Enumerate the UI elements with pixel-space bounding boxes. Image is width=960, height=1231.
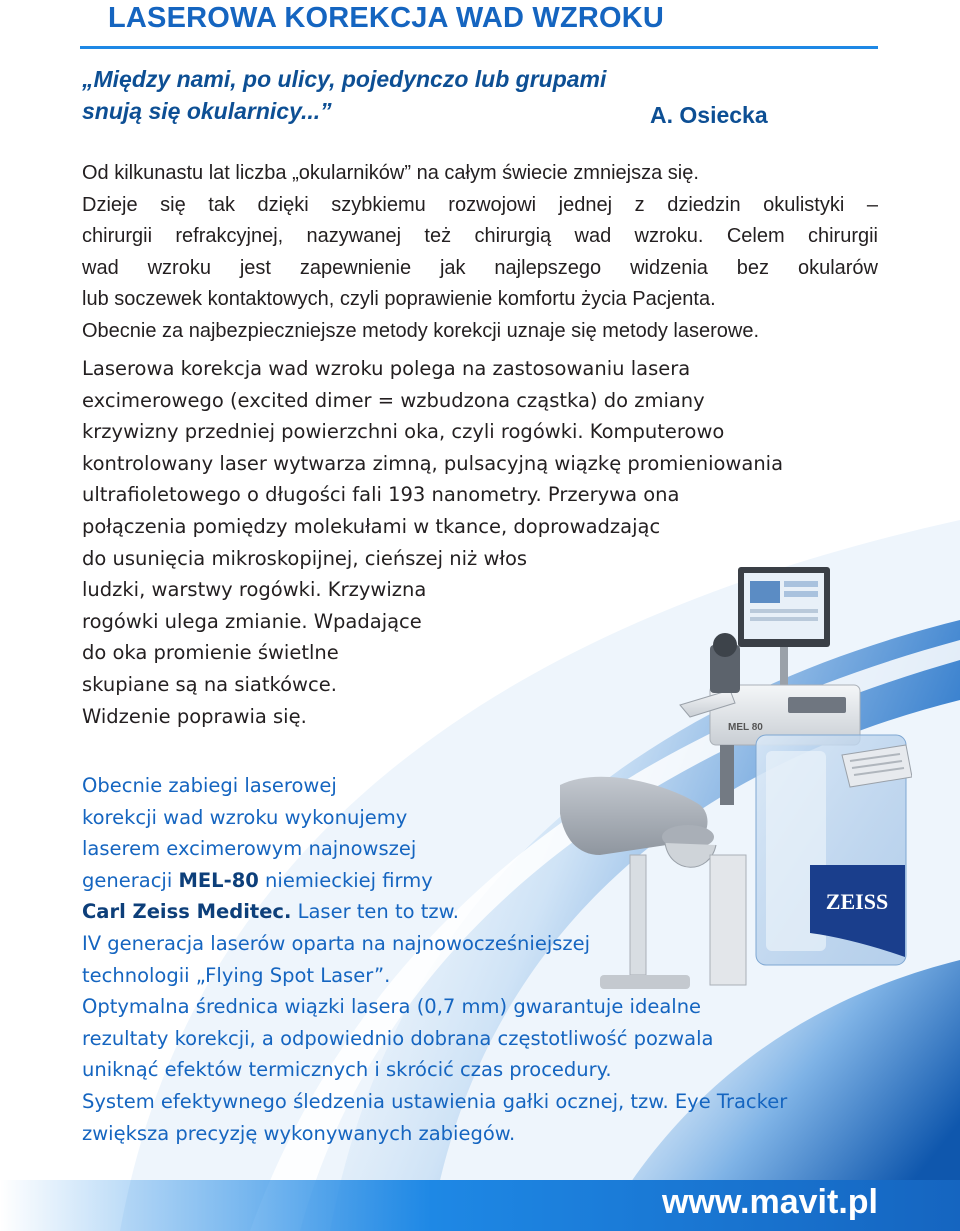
text-line: korekcji wad wzroku wykonujemy	[82, 805, 408, 829]
text-line: Optymalna średnica wiązki lasera (0,7 mm) gwarantuje idealne	[82, 995, 702, 1019]
epigraph-quote	[82, 63, 606, 127]
text-line: uniknąć efektów termicznych i skrócić czas procedury.	[82, 1058, 612, 1082]
manufacturer-name: Carl Zeiss Meditec.	[82, 900, 292, 924]
text-line: chirurgii refrakcyjnej, nazywanej też chirurgią wad wzroku. Celem chirurgii	[82, 225, 878, 248]
text-line: rezultaty korekcji, a odpowiednio dobrana częstotliwość pozwala	[82, 1026, 714, 1050]
laser-info-paragraph	[82, 770, 787, 1149]
text-line: wad wzroku jest zapewnienie jak najlepszego widzenia bez okularów	[82, 256, 878, 279]
text-line: kontrolowany laser wytwarza zimną, pulsacyjną wiązkę promieniowania	[82, 451, 784, 475]
text-line	[82, 896, 787, 928]
text-line: Laserowa korekcja wad wzroku polega na zastosowaniu lasera	[82, 357, 691, 380]
zeiss-logo-text: ZEISS	[825, 889, 889, 914]
title-divider	[80, 46, 878, 49]
text-line: Widzenie poprawia się.	[82, 704, 307, 728]
text-span: niemieckiej firmy	[258, 868, 433, 892]
quote-line: snują się okularnicy...”	[82, 98, 332, 124]
model-name: MEL-80	[178, 868, 259, 892]
text-line: połączenia pomiędzy molekułami w tkance, doprowadzając	[82, 514, 661, 538]
text-span: Laser ten to tzw.	[291, 900, 460, 924]
text-line: Dzieje się tak dzięki szybkiemu rozwojowi jednej z dziedzin okulistyki –	[82, 193, 878, 216]
text-line: IV generacja laserów oparta na najnowocześniejszej	[82, 931, 591, 955]
text-line: ultrafioletowego o długości fali 193 nanometry. Przerywa ona	[82, 483, 680, 507]
text-span: generacji	[82, 868, 179, 892]
intro-paragraph	[82, 158, 878, 348]
text-line: Obecnie za najbezpieczniejsze metody korekcji uznaje się metody laserowe.	[82, 319, 760, 342]
model-label: MEL 80	[728, 722, 763, 733]
text-line: Obecnie zabiegi laserowej	[82, 774, 337, 797]
text-line: Od kilkunastu lat liczba „okularników” na całym świecie zmniejsza się.	[82, 162, 699, 184]
footer-bar	[0, 1180, 960, 1231]
body-paragraph	[82, 353, 783, 732]
page-title: LASEROWA KOREKCJA WAD WZROKU	[108, 2, 665, 34]
text-line: System efektywnego śledzenia ustawienia gałki ocznej, tzw. Eye Tracker	[82, 1089, 788, 1113]
text-line: do usunięcia mikroskopijnej, cieńszej niż włos	[82, 546, 528, 570]
text-line: skupiane są na siatkówce.	[82, 672, 337, 696]
text-line: zwiększa precyzję wykonywanych zabiegów.	[82, 1121, 516, 1145]
text-line: do oka promienie świetlne	[82, 641, 339, 665]
text-line: excimerowego (excited dimer = wzbudzona cząstka) do zmiany	[82, 388, 705, 412]
text-line: rogówki ulega zmianie. Wpadające	[82, 609, 422, 633]
quote-author: A. Osiecka	[650, 102, 768, 128]
text-line: laserem excimerowym najnowszej	[82, 837, 417, 861]
website-link[interactable]: www.mavit.pl	[661, 1183, 878, 1221]
text-line	[82, 865, 787, 897]
quote-line: „Między nami, po ulicy, pojedynczo lub grupami	[82, 66, 607, 92]
text-line: lub soczewek kontaktowych, czyli poprawienie komfortu życia Pacjenta.	[82, 288, 716, 311]
text-line: technologii „Flying Spot Laser”.	[82, 963, 391, 987]
text-line: ludzki, warstwy rogówki. Krzywizna	[82, 578, 427, 602]
text-line: krzywizny przedniej powierzchni oka, czyli rogówki. Komputerowo	[82, 420, 725, 444]
